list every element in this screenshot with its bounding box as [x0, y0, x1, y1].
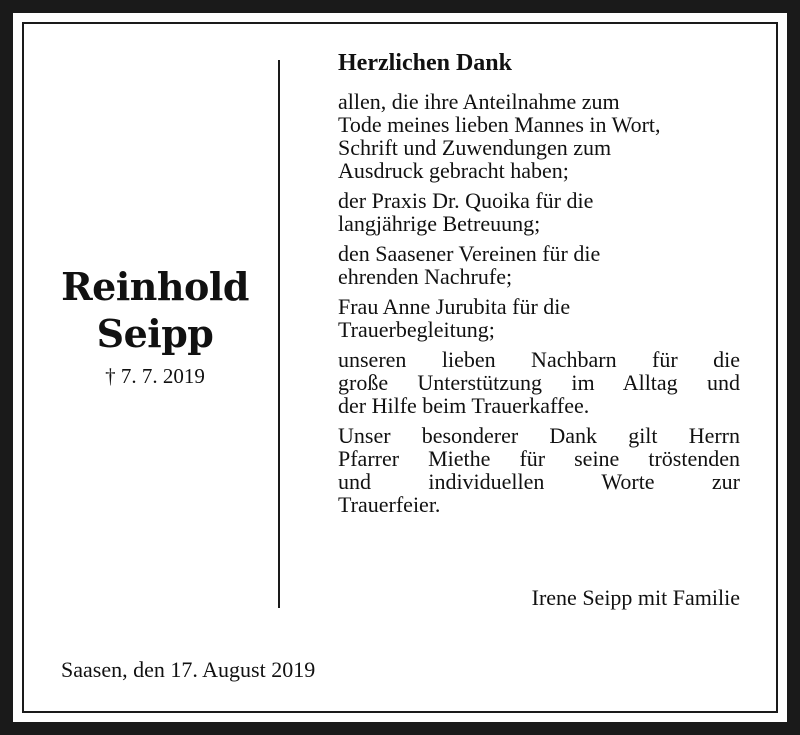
- text-line: Trauerbegleitung;: [338, 317, 495, 342]
- death-date: † 7. 7. 2019: [105, 364, 205, 388]
- text-line: und individuellen Worte zur: [338, 469, 740, 494]
- thanks-text: [338, 48, 740, 523]
- text-line: Tode meines lieben Mannes in Wort,: [338, 112, 661, 137]
- thanks-paragraph: [338, 424, 740, 516]
- text-line: Schrift und Zuwendungen zum: [338, 135, 612, 160]
- deceased-block: [40, 263, 270, 389]
- text-line: den Saasener Vereinen für die: [338, 241, 601, 266]
- place-date: Saasen, den 17. August 2019: [61, 657, 316, 682]
- thanks-paragraph: [338, 348, 740, 417]
- text-line: unseren lieben Nachbarn für die: [338, 347, 740, 372]
- heading: Herzlichen Dank: [338, 50, 512, 76]
- thanks-paragraph: [338, 90, 740, 182]
- text-line: Ausdruck gebracht haben;: [338, 158, 569, 183]
- deceased-last-name: Seipp: [96, 311, 214, 356]
- thanks-paragraph: [338, 295, 740, 341]
- text-line: Unser besonderer Dank gilt Herrn: [338, 423, 740, 448]
- text-line: Pfarrer Miethe für seine tröstenden: [338, 446, 740, 471]
- text-line: ehrenden Nachrufe;: [338, 264, 513, 289]
- signature: Irene Seipp mit Familie: [531, 585, 740, 610]
- vertical-divider: [278, 60, 280, 608]
- text-line: der Hilfe beim Trauerkaffee.: [338, 393, 590, 418]
- text-line: große Unterstützung im Alltag und: [338, 370, 740, 395]
- thanks-paragraph: [338, 189, 740, 235]
- text-line: langjährige Betreuung;: [338, 211, 541, 236]
- thanks-paragraphs: [338, 90, 740, 516]
- text-line: allen, die ihre Anteilnahme zum: [338, 89, 620, 114]
- text-line: Frau Anne Jurubita für die: [338, 294, 571, 319]
- thanks-paragraph: [338, 242, 740, 288]
- text-line: Trauerfeier.: [338, 492, 441, 517]
- text-line: der Praxis Dr. Quoika für die: [338, 188, 594, 213]
- deceased-first-name: Reinhold: [61, 264, 249, 309]
